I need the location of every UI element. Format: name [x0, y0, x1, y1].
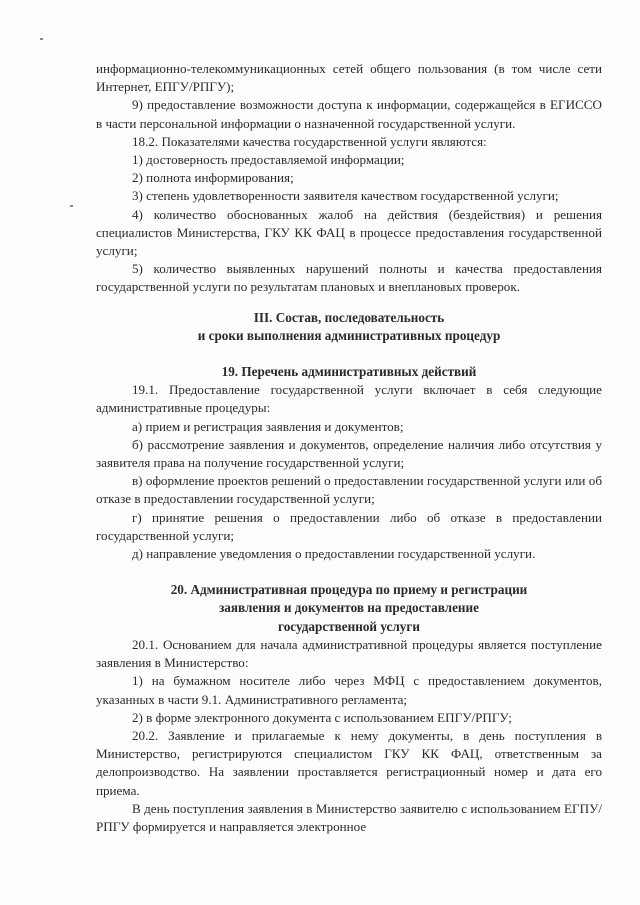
paragraph: 2) полнота информирования; [132, 170, 294, 186]
section-title: III. Состав, последовательность [253, 309, 445, 325]
paragraph: 18.2. Показателями качества государственной услуги являются: [132, 133, 487, 149]
paragraph: информационно-телекоммуникационных сетей общего пользования (в том числе сети Интернет, ЕПГУ/РПГУ); [96, 61, 602, 95]
subsection-title-20: заявления и документов на предоставление [219, 600, 479, 616]
paragraph: а) прием и регистрация заявления и документов; [132, 418, 404, 434]
subsection-title-20: 20. Административная процедура по приему и регистрации [170, 582, 528, 598]
paragraph: 19.1. Предоставление государственной услуги включает в себя следующие административные процедуры: [96, 382, 602, 416]
paragraph: г) принятие решения о предоставлении либо об отказе в предоставлении государственной услуги; [96, 509, 602, 543]
section-title: и сроки выполнения административных процедур [197, 327, 501, 343]
subsection-title-19: 19. Перечень административных действий [221, 364, 477, 380]
scan-dot [70, 205, 73, 207]
paragraph: 5) количество выявленных нарушений полноты и качества предоставления государственной услуги по результатам плановых и внеплановых проверок. [96, 261, 602, 295]
paragraph: В день поступления заявления в Министерство заявителю с использованием ЕГПУ/РПГУ формируется и направляется электронное [96, 800, 602, 834]
subsection-title-20: государственной услуги [278, 618, 420, 634]
paragraph: б) рассмотрение заявления и документов, определение наличия либо отсутствия у заявителя права на получение государственной услуги; [96, 436, 602, 471]
scan-dot [40, 38, 43, 40]
paragraph: 1) достоверность предоставляемой информации; [132, 152, 405, 168]
paragraph: 3) степень удовлетворенности заявителя качеством государственной услуги; [132, 188, 559, 204]
paragraph: д) направление уведомления о предоставлении государственной услуги. [132, 546, 536, 562]
paragraph: 20.2. Заявление и прилагаемые к нему документы, в день поступления в Министерство, регистрируются специалистом ГКУ КК ФАЦ, ответственным за делопроизводство. На заявлении проставляется регистрационный номер и дата его приема. [96, 727, 602, 798]
paragraph: 20.1. Основанием для начала административной процедуры является поступление заявления в Министерство: [96, 636, 602, 671]
paragraph: 2) в форме электронного документа с использованием ЕПГУ/РПГУ; [132, 709, 512, 725]
paragraph: в) оформление проектов решений о предоставлении государственной услуги или об отказе в предоставлении государственной услуги; [96, 473, 602, 507]
paragraph: 4) количество обоснованных жалоб на действия (бездействия) и решения специалистов Министерства, ГКУ КК ФАЦ в процессе предоставления государственной услуги; [96, 206, 602, 259]
paragraph: 9) предоставление возможности доступа к информации, содержащейся в ЕГИССО в части персональной информации о назначенной государственной услуги. [96, 97, 602, 131]
paragraph: 1) на бумажном носителе либо через МФЦ с предоставлением документов, указанных в части 9.1. Административного регламента; [96, 673, 602, 707]
